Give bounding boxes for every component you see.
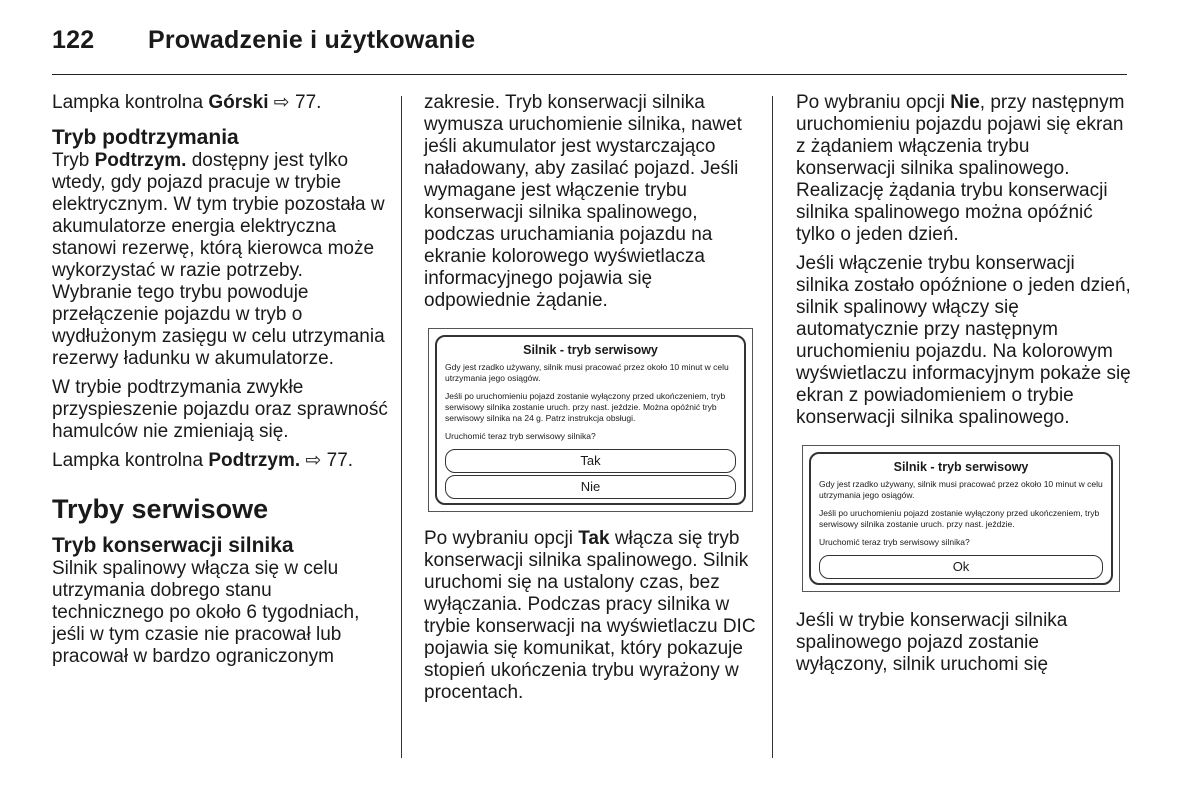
paragraph: Po wybraniu opcji Nie, przy następnym uruchomieniu pojazdu pojawi się ekran z żądaniem włączenia trybu konserwacji silnika spalinowego. Realizację żądania trybu konserwacji silnika spalinowego można opóźnić tylko o jeden dzień. [796, 92, 1125, 245]
page-reference-link[interactable]: ⇨ 77. [300, 450, 354, 471]
service-mode-screen-figure [428, 328, 753, 512]
page-header [52, 26, 475, 55]
paragraph: Po wybraniu opcji Tak włącza się tryb konserwacji silnika spalinowego. Silnik uruchomi się na ustalony czas, bez wyłączania. Podczas pracy silnika w trybie konserwacji na wyświetlaczu DIC pojawia się komunikat, który pokazuje stopień ukończenia trybu wyrażony w procentach. [424, 528, 756, 703]
screen-text: Gdy jest rzadko używany, silnik musi pracować przez około 10 minut w celu utrzymania jego osiągów. [819, 479, 1103, 500]
page-reference-link[interactable]: ⇨ 77. [268, 92, 322, 113]
ok-button[interactable]: Ok [819, 555, 1103, 579]
screen-text: Gdy jest rzadko używany, silnik musi pracować przez około 10 minut w celu utrzymania jego osiągów. [445, 362, 729, 383]
screen-question: Uruchomić teraz tryb serwisowy silnika? [819, 537, 970, 547]
no-button[interactable]: Nie [445, 475, 736, 499]
heading-engine-maintenance: Tryb konserwacji silnika [52, 534, 294, 557]
column-divider [772, 96, 773, 758]
display-frame [809, 452, 1113, 585]
page-title: Prowadzenie i użytkowanie [148, 26, 476, 54]
yes-button[interactable]: Tak [445, 449, 736, 473]
screen-question: Uruchomić teraz tryb serwisowy silnika? [445, 431, 596, 441]
service-mode-notice-figure [802, 445, 1120, 592]
paragraph: Silnik spalinowy włącza się w celu utrzymania dobrego stanu technicznego po około 6 tygodniach, jeśli w tym czasie nie pracował lub pracował w bardzo ograniczonym [52, 558, 360, 667]
header-rule [52, 74, 1127, 75]
paragraph: Jeśli w trybie konserwacji silnika spalinowego pojazd zostanie wyłączony, silnik uruchomi się [796, 610, 1068, 675]
paragraph: zakresie. Tryb konserwacji silnika wymusza uruchomienie silnika, nawet jeśli akumulator jest wystarczająco naładowany, aby zasilać pojazd. Jeśli wymagane jest włączenie trybu konserwacji silnika spalinowego, podczas uruchamiania pojazdu na ekranie kolorowego wyświetlacza informacyjnego pojawia się odpowiednie żądanie. [424, 92, 742, 311]
heading-sustain-mode: Tryb podtrzymania [52, 126, 239, 149]
column-divider [401, 96, 402, 758]
heading-service-modes: Tryby serwisowe [52, 494, 269, 524]
paragraph: Jeśli włączenie trybu konserwacji silnika zostało opóźnione o jeden dzień, silnik spalinowy włączy się automatycznie przy następnym uruchomieniu pojazdu. Na kolorowym wyświetlaczu informacyjnym pokaże się ekran z powiadomieniem o trybie konserwacji silnika spalinowego. [796, 253, 1131, 428]
screen-text: Jeśli po uruchomieniu pojazd zostanie wyłączony przed ukończeniem, tryb serwisowy silnika zostanie uruch. przy nast. jeździe. [819, 508, 1100, 529]
paragraph: W trybie podtrzymania zwykłe przyspieszenie pojazdu oraz sprawność hamulców nie zmieniają się. [52, 377, 388, 442]
indicator-ref-sustain: Lampka kontrolna Podtrzym. ⇨ 77. [52, 450, 354, 471]
indicator-ref-mountain: Lampka kontrolna Górski ⇨ 77. [52, 92, 322, 113]
column-3 [796, 92, 1131, 683]
paragraph: Tryb Podtrzym. dostępny jest tylko wtedy, gdy pojazd pracuje w trybie elektrycznym. W tym trybie pozostała w akumulatorze energia elektryczna stanowi rezerwę, którą kierowca może wykorzystać w razie potrzeby. Wybranie tego trybu powoduje przełączenie pojazdu w tryb o wydłużonym zasięgu w celu utrzymania rezerwy ładunku w akumulatorze. [52, 150, 385, 369]
page-number: 122 [52, 26, 95, 54]
column-2 [424, 92, 759, 711]
column-1 [52, 92, 388, 675]
display-frame [435, 335, 746, 505]
screen-text: Jeśli po uruchomieniu pojazd zostanie wyłączony przed ukończeniem, tryb serwisowy silnika zostanie uruch. przy nast. jeździe. Można opóźnić tryb serwisowy silnika na 24 g. Patrz instrukcja obsługi. [445, 391, 726, 423]
screen-title: Silnik - tryb serwisowy [523, 343, 658, 357]
screen-title: Silnik - tryb serwisowy [893, 460, 1029, 474]
